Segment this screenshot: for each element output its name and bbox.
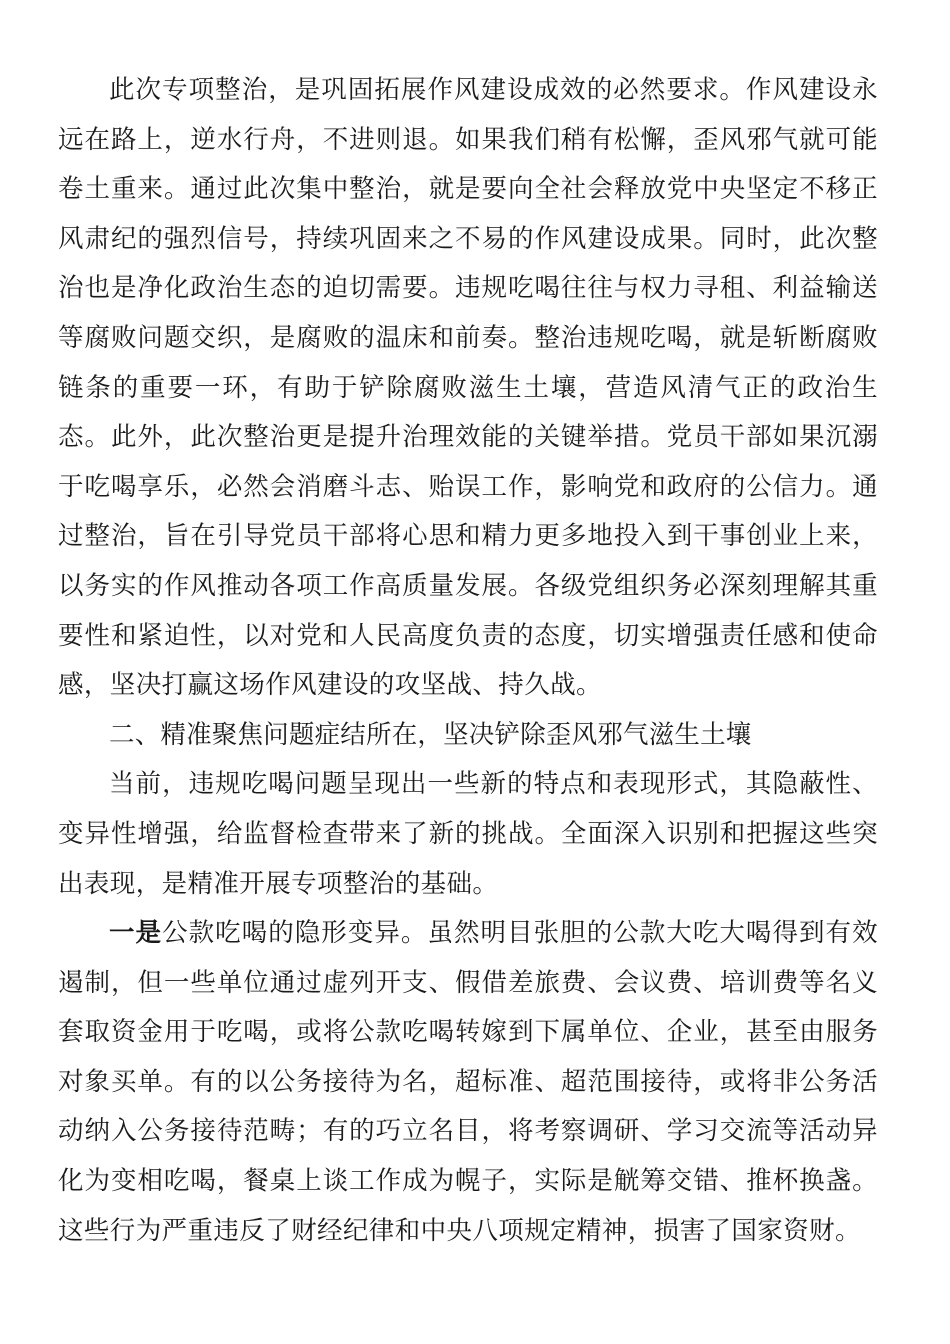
paragraph-intro-problems: 当前，违规吃喝问题呈现出一些新的特点和表现形式，其隐蔽性、变异性增强，给监督检查带来了新的挑战。全面深入识别和把握这些突出表现，是精准开展专项整治的基础。 <box>58 769 878 899</box>
paragraph-significance: 此次专项整治，是巩固拓展作风建设成效的必然要求。作风建设永远在路上，逆水行舟，不进则退。如果我们稍有松懈，歪风邪气就可能卷土重来。通过此次集中整治，就是要向全社会释放党中央坚定不移正风肃纪的强烈信号，持续巩固来之不易的作风建设成果。同时，此次整治也是净化政治生态的迫切需要。违规吃喝往往与权力寻租、利益输送等腐败问题交织，是腐败的温床和前奏。整治违规吃喝，就是斩断腐败链条的重要一环，有助于铲除腐败滋生土壤，营造风清气正的政治生态。此外，此次整治更是提升治理效能的关键举措。党员干部如果沉溺于吃喝享乐，必然会消磨斗志、贻误工作，影响党和政府的公信力。通过整治，旨在引导党员干部将心思和精力更多地投入到干事创业上来，以务实的作风推动各项工作高质量发展。各级党组织务必深刻理解其重要性和紧迫性，以对党和人民高度负责的态度，切实增强责任感和使命感，坚决打赢这场作风建设的攻坚战、持久战。 <box>58 75 878 701</box>
problem-one-body: 公款吃喝的隐形变异。虽然明目张胆的公款大吃大喝得到有效遏制，但一些单位通过虚列开支、假借差旅费、会议费、培训费等名义套取资金用于吃喝，或将公款吃喝转嫁到下属单位、企业，甚至由服务对象买单。有的以公务接待为名，超标准、超范围接待，或将非公务活动纳入公务接待范畴；有的巧立名目，将考察调研、学习交流等活动异化为变相吃喝，餐桌上谈工作成为幌子，实际是觥筹交错、推杯换盏。这些行为严重违反了财经纪律和中央八项规定精神，损害了国家资财。 <box>58 918 878 1246</box>
document-body <box>58 66 878 1256</box>
problem-one-lead: 一是 <box>109 918 163 949</box>
section-heading-2: 二、精准聚焦问题症结所在，坚决铲除歪风邪气滋生土壤 <box>109 719 752 750</box>
paragraph-problem-one <box>58 909 878 1256</box>
